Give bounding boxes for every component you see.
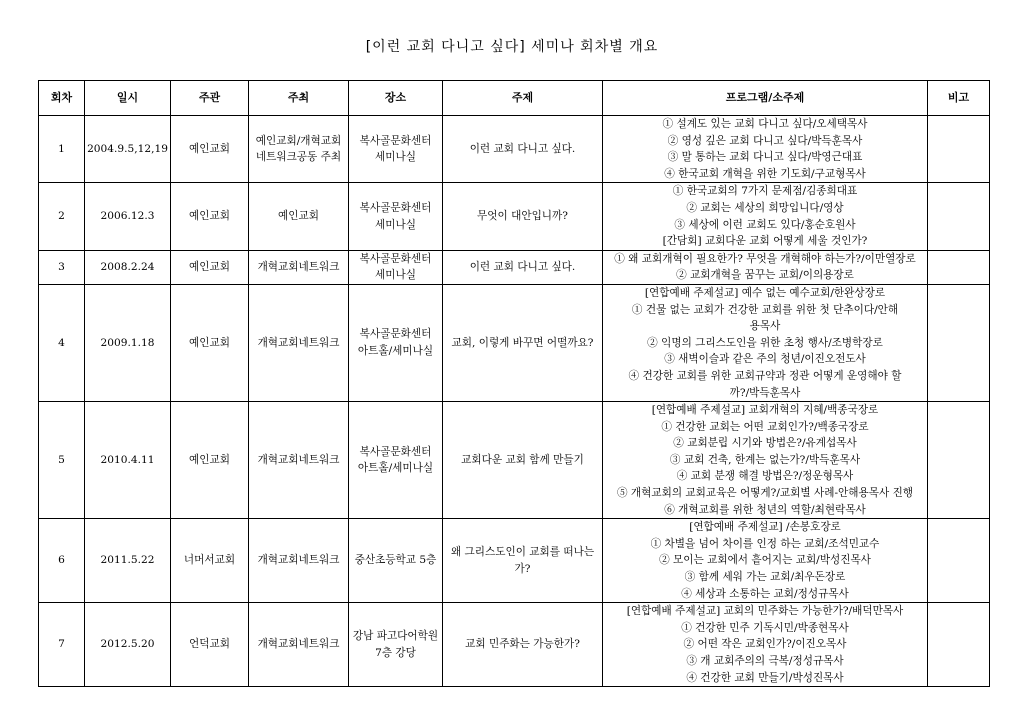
col-header-topic: 주제: [443, 81, 603, 116]
session-program: [603, 284, 928, 401]
session-date: 2006.12.3: [85, 183, 171, 250]
col-header-organizer: 주관: [171, 81, 249, 116]
session-organizer: 예인교회: [171, 250, 249, 284]
program-item: ① 건강한 민주 기독시민/박종현목사: [681, 621, 849, 634]
session-venue-line: 복사골문화센터: [359, 252, 432, 265]
session-venue-line: 세미나실: [375, 151, 416, 164]
col-header-venue: 장소: [349, 81, 443, 116]
col-header-program: 프로그램/소주제: [603, 81, 928, 116]
program-item: ② 모이는 교회에서 흩어지는 교회/박성진목사: [659, 554, 871, 567]
col-header-note: 비고: [928, 81, 990, 116]
program-item: ② 익명의 그리스도인을 위한 초청 행사/조병학장로: [647, 336, 883, 349]
session-program: [603, 116, 928, 183]
program-item: ② 교회는 세상의 희망입니다/영상: [686, 201, 844, 214]
session-date: 2012.5.20: [85, 603, 171, 687]
program-item: ② 교회개혁을 꿈꾸는 교회/이의용장로: [676, 269, 854, 282]
session-program: [603, 402, 928, 519]
program-item: [연합예배 주제설교] 교회개혁의 지혜/백종국장로: [651, 404, 879, 417]
program-item: ④ 건강한 교회 만들기/박성진목사: [686, 671, 844, 684]
session-date: 2009.1.18: [85, 284, 171, 401]
session-note: [928, 603, 990, 687]
table-row: [39, 116, 990, 183]
program-item: ② 어떤 작은 교회인가?/이진오목사: [683, 638, 847, 651]
session-venue-line: 아트홀/세미나실: [357, 345, 434, 358]
session-host-line: 개혁교회네트워크: [257, 261, 340, 274]
session-host-line: 개혁교회네트워크: [257, 336, 340, 349]
session-venue: [349, 116, 443, 183]
session-venue-line: 복사골문화센터: [359, 201, 432, 214]
session-topic: 무엇이 대안입니까?: [443, 183, 603, 250]
program-item: ③ 말 통하는 교회 다니고 싶다/박영근대표: [667, 151, 863, 164]
session-venue-line: 세미나실: [375, 218, 416, 231]
session-organizer: 예인교회: [171, 284, 249, 401]
session-note: [928, 183, 990, 250]
session-host-line: 개혁교회네트워크: [257, 638, 340, 651]
program-item: ② 영성 깊은 교회 다니고 싶다/박득훈목사: [667, 134, 863, 147]
session-program: [603, 519, 928, 603]
program-item: ④ 건강한 교회를 위한 교회규약과 정관 어떻게 운영해야 할: [628, 369, 902, 382]
session-date: 2010.4.11: [85, 402, 171, 519]
table-row: [39, 402, 990, 519]
session-topic: 왜 그리스도인이 교회를 떠나는가?: [443, 519, 603, 603]
program-item: ① 왜 교회개혁이 필요한가? 무엇을 개혁해야 하는가?/이만열장로: [614, 252, 916, 265]
col-header-date: 일시: [85, 81, 171, 116]
session-topic: 이런 교회 다니고 싶다.: [443, 250, 603, 284]
program-item: ④ 세상과 소통하는 교회/정성규목사: [681, 587, 849, 600]
session-venue-line: 강남 파고다어학원: [352, 630, 439, 643]
table-row: [39, 284, 990, 401]
program-item: [연합예배 주제설교] /손봉호장로: [689, 521, 841, 534]
session-host: [249, 284, 349, 401]
session-date: 2004.9.5,12,19: [85, 116, 171, 183]
session-venue-line: 복사골문화센터: [359, 134, 432, 147]
session-program: [603, 603, 928, 687]
session-number: 3: [39, 250, 85, 284]
session-topic: 교회 민주화는 가능한가?: [443, 603, 603, 687]
session-venue-line: 복사골문화센터: [359, 445, 432, 458]
session-note: [928, 519, 990, 603]
program-item: ④ 한국교회 개혁을 위한 기도회/구교형목사: [664, 167, 866, 180]
table-row: [39, 183, 990, 250]
session-topic: 교회다운 교회 함께 만들기: [443, 402, 603, 519]
session-host-line: 네트워크공동 주최: [255, 151, 342, 164]
program-item: [연합예배 주제설교] 교회의 민주화는 가능한가?/배덕만목사: [626, 605, 904, 618]
program-item: ⑥ 개혁교회를 위한 청년의 역할/최현락목사: [664, 503, 866, 516]
session-number: 4: [39, 284, 85, 401]
session-organizer: 언덕교회: [171, 603, 249, 687]
session-date: 2008.2.24: [85, 250, 171, 284]
program-item: ① 한국교회의 7가지 문제점/김종희대표: [672, 185, 858, 198]
program-item: [연합예배 주제설교] 예수 없는 예수교회/한완상장로: [644, 286, 886, 299]
program-item: ③ 함께 세워 가는 교회/최우돈장로: [684, 571, 846, 584]
session-program: [603, 183, 928, 250]
col-header-session: 회차: [39, 81, 85, 116]
session-venue-line: 중산초등학교 5층: [354, 554, 437, 567]
session-date: 2011.5.22: [85, 519, 171, 603]
session-host-line: 개혁교회네트워크: [257, 554, 340, 567]
program-item: 용목사: [749, 320, 781, 333]
session-host: [249, 250, 349, 284]
program-item: ③ 개 교회주의의 극복/정성규목사: [686, 655, 844, 667]
program-item: 까?/박득훈목사: [729, 386, 801, 399]
session-note: [928, 402, 990, 519]
seminar-overview-table: [38, 80, 990, 687]
program-item: ③ 교회 건축, 한계는 없는가?/박득훈목사: [669, 453, 861, 466]
session-host: [249, 116, 349, 183]
program-item: ① 건강한 교회는 어떤 교회인가?/백종국장로: [661, 420, 869, 433]
session-host: [249, 402, 349, 519]
session-organizer: 예인교회: [171, 402, 249, 519]
session-note: [928, 284, 990, 401]
table-row: [39, 250, 990, 284]
session-topic: 이런 교회 다니고 싶다.: [443, 116, 603, 183]
session-host: [249, 519, 349, 603]
table-row: [39, 603, 990, 687]
session-number: 5: [39, 402, 85, 519]
program-item: ③ 세상에 이런 교회도 있다/홍순호원사: [674, 218, 856, 231]
session-venue: [349, 603, 443, 687]
session-host: [249, 603, 349, 687]
header-row: [39, 81, 990, 116]
program-item: ① 건물 없는 교회가 건강한 교회를 위한 첫 단추이다/안해: [631, 303, 899, 316]
program-item: ① 차별을 넘어 차이를 인정 하는 교회/조석민교수: [650, 537, 880, 550]
program-item: ⑤ 개혁교회의 교회교육은 어떻게?/교회별 사례-안해용목사 진행: [616, 487, 914, 500]
table-row: [39, 519, 990, 603]
session-venue-line: 세미나실: [375, 269, 416, 282]
col-header-host: 주최: [249, 81, 349, 116]
session-number: 6: [39, 519, 85, 603]
session-host-line: 예인교회/개혁교회: [255, 134, 342, 147]
session-venue-line: 아트홀/세미나실: [357, 462, 434, 475]
document-title: [이런 교회 다니고 싶다] 세미나 회차별 개요: [365, 39, 659, 55]
session-host: [249, 183, 349, 250]
session-topic: 교회, 이렇게 바꾸면 어떨까요?: [443, 284, 603, 401]
session-program: [603, 250, 928, 284]
session-venue: [349, 250, 443, 284]
session-organizer: 예인교회: [171, 116, 249, 183]
program-item: ① 설계도 있는 교회 다니고 싶다/오세택목사: [662, 118, 868, 130]
program-item: [간담회] 교회다운 교회 어떻게 세울 것인가?: [662, 235, 868, 248]
session-number: 2: [39, 183, 85, 250]
session-organizer: 예인교회: [171, 183, 249, 250]
session-note: [928, 116, 990, 183]
session-host-line: 예인교회: [278, 210, 319, 223]
session-venue-line: 복사골문화센터: [359, 328, 432, 341]
session-venue: [349, 519, 443, 603]
program-item: ③ 새벽이슬과 같은 주의 청년/이진오전도사: [664, 353, 866, 366]
session-number: 1: [39, 116, 85, 183]
program-item: ② 교회분립 시기와 방법은?/유계섭목사: [673, 437, 857, 450]
session-venue: [349, 402, 443, 519]
program-item: ④ 교회 분쟁 해결 방법은?/정운형목사: [676, 470, 854, 483]
session-venue-line: 7층 강당: [375, 646, 416, 659]
session-note: [928, 250, 990, 284]
session-organizer: 너머서교회: [171, 519, 249, 603]
session-number: 7: [39, 603, 85, 687]
session-host-line: 개혁교회네트워크: [257, 453, 340, 466]
session-venue: [349, 183, 443, 250]
session-venue: [349, 284, 443, 401]
